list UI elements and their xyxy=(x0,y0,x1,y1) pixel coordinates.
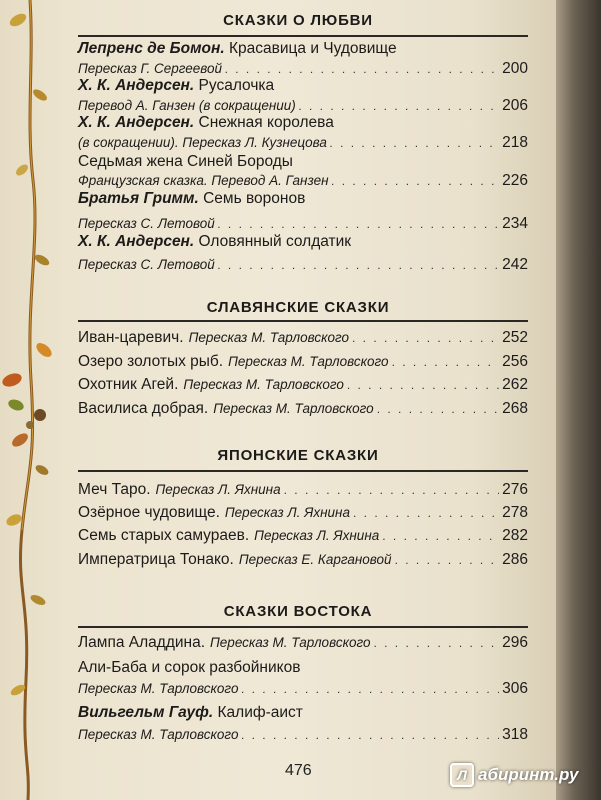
leader-dots xyxy=(353,504,499,522)
entry-page: 242 xyxy=(502,256,528,273)
toc-entry xyxy=(78,551,528,569)
toc-entry xyxy=(78,527,528,545)
section-title-east: СКАЗКИ ВОСТОКА xyxy=(223,603,373,620)
entry-page: 252 xyxy=(502,329,528,346)
entry-title: Охотник Агей. xyxy=(78,376,179,393)
entry-title: Седьмая жена Синей Бороды xyxy=(78,153,293,170)
vine-ornament-icon xyxy=(0,0,60,800)
entry-note: Пересказ М. Тарловского xyxy=(78,681,239,696)
section-divider xyxy=(78,320,528,322)
entry-page: 286 xyxy=(502,551,528,568)
entry-page: 226 xyxy=(502,172,528,189)
leader-dots xyxy=(395,551,500,569)
entry-title: Русалочка xyxy=(198,77,275,94)
entry-page: 318 xyxy=(502,726,528,743)
entry-title: Василиса добрая. xyxy=(78,400,209,417)
entry-page: 218 xyxy=(502,134,528,151)
entry-title: Озеро золотых рыб. xyxy=(78,353,224,370)
entry-author: Лепренс де Бомон. xyxy=(78,40,225,57)
section-divider xyxy=(78,626,528,628)
page-number: 476 xyxy=(285,762,312,779)
toc-entry xyxy=(78,233,528,251)
entry-note: Пересказ М. Тарловского xyxy=(188,330,350,345)
entry-page: 206 xyxy=(502,97,528,114)
entry-page: 306 xyxy=(502,680,528,697)
section-title-love: СКАЗКИ О ЛЮБВИ xyxy=(223,12,373,29)
entry-page: 296 xyxy=(502,634,528,651)
entry-page: 262 xyxy=(502,376,528,393)
entry-title: Иван-царевич. xyxy=(78,329,184,346)
toc-entry xyxy=(78,114,528,132)
entry-title: Оловянный солдатик xyxy=(198,233,352,250)
leader-dots xyxy=(225,60,499,78)
toc-entry xyxy=(78,659,528,677)
toc-entry-note xyxy=(78,97,528,115)
entry-note: Пересказ Л. Яхнина xyxy=(155,482,281,497)
entry-note: Пересказ С. Летовой xyxy=(78,257,215,272)
labirint-logo-icon: Л xyxy=(450,763,474,787)
entry-title: Семь старых самураев. xyxy=(78,527,250,544)
entry-note: Пересказ Л. Яхнина xyxy=(254,528,380,543)
entry-note: Пересказ М. Тарловского xyxy=(183,377,344,392)
entry-page: 256 xyxy=(502,353,528,370)
book-spine-shadow xyxy=(556,0,601,800)
entry-page: 268 xyxy=(502,400,528,417)
toc-entry xyxy=(78,190,528,208)
leader-dots xyxy=(332,172,500,190)
watermark-text: абиринт.ру xyxy=(478,765,579,784)
entry-note: Французская сказка. Перевод А. Ганзен xyxy=(78,173,329,188)
entry-page: 282 xyxy=(502,527,528,544)
entry-note: Пересказ Г. Сергеевой xyxy=(78,61,223,76)
toc-entry xyxy=(78,400,528,418)
entry-author: Х. К. Андерсен. xyxy=(78,233,195,250)
leader-dots xyxy=(241,680,499,698)
toc-entry xyxy=(78,481,528,499)
leader-dots xyxy=(330,134,499,152)
section-divider xyxy=(78,35,528,37)
toc-entry xyxy=(78,329,528,347)
entry-note: (в сокращении). Пересказ Л. Кузнецова xyxy=(78,135,327,150)
toc-entry xyxy=(78,40,528,58)
entry-title: Меч Таро. xyxy=(78,481,151,498)
entry-author: Х. К. Андерсен. xyxy=(78,77,195,94)
leader-dots xyxy=(377,400,499,418)
entry-title: Озёрное чудовище. xyxy=(78,504,220,521)
entry-title: Императрица Тонако. xyxy=(78,551,234,568)
entry-author: Братья Гримм. xyxy=(78,190,199,207)
toc-entry xyxy=(78,504,528,522)
entry-title: Снежная королева xyxy=(198,114,334,131)
entry-page: 278 xyxy=(502,504,528,521)
toc-entry-note xyxy=(78,172,528,190)
leader-dots xyxy=(218,215,499,233)
toc-entry xyxy=(78,153,528,171)
section-title-slavic: СЛАВЯНСКИЕ СКАЗКИ xyxy=(206,299,390,316)
section-title-japanese: ЯПОНСКИЕ СКАЗКИ xyxy=(217,447,379,464)
entry-note: Пересказ М. Тарловского xyxy=(78,727,239,742)
toc-entry-note xyxy=(78,215,528,233)
toc-entry-note xyxy=(78,726,528,744)
toc-entry-note xyxy=(78,60,528,78)
entry-note: Пересказ М. Тарловского xyxy=(213,401,374,416)
entry-note: Пересказ М. Тарловского xyxy=(210,635,371,650)
entry-title: Калиф-аист xyxy=(217,704,303,721)
entry-page: 234 xyxy=(502,215,528,232)
toc-entry-note xyxy=(78,134,528,152)
entry-note: Пересказ Л. Яхнина xyxy=(224,505,350,520)
toc-entry xyxy=(78,704,528,722)
entry-note: Пересказ Е. Каргановой xyxy=(238,552,392,567)
section-divider xyxy=(78,470,528,472)
toc-entry xyxy=(78,634,528,652)
entry-note: Пересказ М. Тарловского xyxy=(228,354,389,369)
toc-entry-note xyxy=(78,680,528,698)
leader-dots xyxy=(347,376,499,394)
toc-entry xyxy=(78,353,528,371)
leader-dots xyxy=(299,97,499,115)
entry-title: Красавица и Чудовище xyxy=(228,40,397,57)
entry-page: 200 xyxy=(502,60,528,77)
entry-author: Х. К. Андерсен. xyxy=(78,114,195,131)
entry-note: Перевод А. Ганзен (в сокращении) xyxy=(78,98,296,113)
entry-title: Лампа Аладдина. xyxy=(78,634,206,651)
entry-title: Семь воронов xyxy=(203,190,306,207)
leader-dots xyxy=(373,634,499,652)
entry-title: Али-Баба и сорок разбойников xyxy=(78,659,301,676)
toc-entry xyxy=(78,376,528,394)
labirint-watermark xyxy=(450,762,578,788)
leader-dots xyxy=(352,329,499,347)
leader-dots xyxy=(382,527,499,545)
leader-dots xyxy=(218,256,499,274)
leader-dots xyxy=(392,353,500,371)
leader-dots xyxy=(284,481,500,499)
leader-dots xyxy=(241,726,499,744)
entry-page: 276 xyxy=(502,481,528,498)
entry-note: Пересказ С. Летовой xyxy=(78,216,215,231)
toc-entry-note xyxy=(78,256,528,274)
toc-entry xyxy=(78,77,528,95)
entry-author: Вильгельм Гауф. xyxy=(78,704,214,721)
